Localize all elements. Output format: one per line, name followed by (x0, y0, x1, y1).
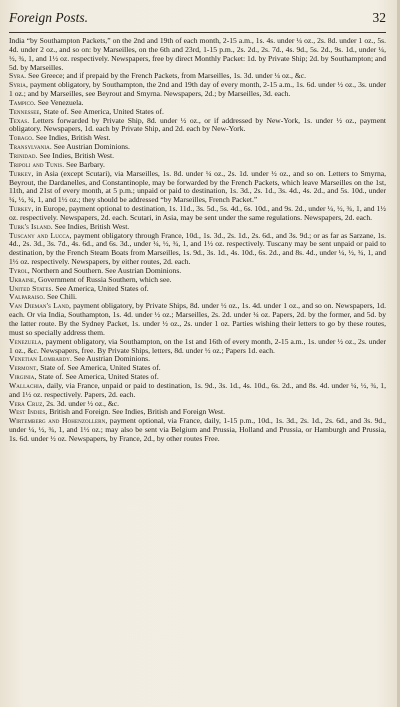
entry-list (9, 37, 386, 444)
gazetteer-entry (9, 170, 386, 205)
entry-headword: Trinidad. (9, 150, 38, 160)
gazetteer-entry (9, 232, 386, 267)
entry-headword: Ukraine, (9, 274, 37, 284)
entry-text: Government of Russia Southern, which see. (37, 274, 172, 284)
entry-headword: Syra. (9, 71, 27, 81)
entry-headword: Tyrol, (9, 265, 30, 275)
entry-text: See Venezuela. (37, 97, 84, 107)
running-title: Foreign Posts. (9, 10, 88, 25)
entry-headword: Tennessee, (9, 106, 42, 116)
gazetteer-entry (9, 382, 386, 400)
gazetteer-entry (9, 81, 386, 99)
gazetteer-entry (9, 417, 386, 444)
gazetteer-entry (9, 117, 386, 135)
entry-text: in Europe, payment optional to destination, 1s. 11d., 3s. 5d., 5s. 4d., 6s. 10d., and 9s. 2d., under ¼, ½, ¾, 1, and 1½ oz. respectively. Newspapers, 2d. each. Scutari, in Asia, may be sent under the same regulations. Newspapers, 2d. each. (9, 204, 387, 222)
entry-headword: Tuscany and Lucca, (9, 230, 72, 240)
entry-text: See Austrian Dominions. (73, 354, 151, 364)
entry-text: payment optional, via France, daily, 1-15 p.m., 10d., 1s. 3d., 2s. 1d., 2s. 6d., and 3s. 9d., under ¼, ½, ¾, 1, and 1½ oz.; may also be sent via Belgium and Prussia, Holland and Prussia, or Hamburgh and Prussia, 1s. 6d. under ½ oz. Newspapers, by France, 2d., by other routes Free. (9, 416, 386, 443)
entry-text: See America, United States of. (55, 283, 149, 293)
page-number: 32 (372, 10, 386, 25)
entry-headword: Texas. (9, 115, 30, 125)
entry-text: 2s. 3d. under ½ oz., &c. (46, 398, 120, 408)
entry-headword: United States. (9, 283, 54, 293)
entry-text: in Asia (except Scutari), via Marseilles, 1s. 8d. under ¼ oz., 2s. 1d. under ½ oz., and so on. Letters to Smyrna, Beyrout, the Dardanelles, and Constantinople, may be forwarded by the French Packets, which leave Marseilles on the 1st, 11th, and 21st of every month, at 5 p.m.; unpaid or paid to destination, 1s. 3d., 2s. 1d., 3s. 4d., 4s. 2d., and 5s. 10d., under ¼, ½, ¾, 1, and 1½ oz.; they should be addressed “by Marseilles, French Packet.” (9, 168, 387, 205)
entry-text: See Indies, British West. (35, 133, 111, 143)
entry-text: State of. See America, United States of. (38, 372, 159, 382)
entry-headword: Van Dieman's Land, (9, 301, 71, 311)
entry-headword: Turk's Island. (9, 221, 53, 231)
entry-text: Northern and Southern. See Austrian Dominions. (31, 265, 182, 275)
entry-text: See Austrian Dominions. (53, 142, 130, 152)
entry-headword: Syria, (9, 80, 28, 90)
entry-text: India “by Southampton Packets,” on the 2nd and 19th of each month, 2-15 a.m., 1s. 4s. under ¼ oz., 2s. 8d. under 1 oz., 5s. 4d. under 2 oz., and so on: by Marseilles, on the 6th and 23rd, 1-15 p.m., 2s. 2d., 2s. 7d., 4s. 9d., 5s. 2d., 9s. 1d., under ¼, ½, ¾, 1, and 1½ oz. respectively. Newspapers, free by direct Monthly Packet: 1d. by Private Ship; 2d. by Southampton; and 5d. by Marseilles. (9, 36, 386, 72)
entry-text: payment obligatory, via Southampton, on the 1st and 16th of every month, 2-15 a.m., 1s. under ½ oz., 2s. under 1 oz., &c. Newspapers, free. By Private Ships, letters, 8d. under ½ oz.; Papers 1d. each. (9, 336, 386, 355)
entry-text: payment obligatory through France, 10d., 1s. 3d., 2s. 1d., 2s. 6d., and 3s. 9d.; or as far as Sarzane, 1s. 4d., 2s. 3d., 3s. 7d., 4s. 6d., and 6s. 3d., under ¼, ½, ¾, 1, and 1½ oz. respectively. Tuscany may be sent unpaid or paid to destination, by the French Steam Boats from Marseilles, 1s. 9d., 3s. 1d., 4s. 10d., 6s. 2d., and 8s. 4d., under ¼, ½, ¾, 1, and 1½ oz. respectively. Newspapers, by either routes, 2d. each. (9, 230, 386, 267)
entry-text: payment obligatory, by Southampton, the 2nd and 19th day of every month, 2-15 a.m., 1s. 6d. under ½ oz., 3s. under 1 oz.; and by Marseilles, see Beyrout and Smyrna. Newspapers, 2d.; by Marseilles, 3d. each. (9, 80, 386, 99)
gazetteer-entry (9, 37, 386, 72)
entry-headword: Turkey, (9, 168, 34, 178)
entry-headword: Tampico. (9, 97, 36, 107)
entry-headword: Vera Cruz, (9, 398, 45, 408)
gazetteer-entry (9, 205, 386, 223)
entry-text: See Chili. (47, 292, 77, 302)
entry-headword: Transylvania. (9, 142, 52, 152)
gazetteer-entry (9, 338, 386, 356)
entry-headword: Valparaiso. (9, 292, 46, 302)
entry-headword: Turkey, (9, 204, 34, 214)
entry-text: See Indies, British West. (39, 150, 114, 160)
entry-headword: Tripoli and Tunis. (9, 159, 65, 169)
entry-text: State of. See America, United States of. (43, 106, 164, 116)
entry-text: Letters forwarded by Private Ship, 8d. under ½ oz., or if addressed by New-York, 1s. under ½ oz., payment obligatory. Newspapers, 1d. each by Private Ship, and 2d. each by New-York. (9, 115, 386, 134)
entry-text: See Indies, British West. (54, 221, 130, 231)
entry-headword: Wallachia, (9, 380, 45, 390)
entry-text: See Greece; and if prepaid by the French Packets, from Marseilles, 1s. 3d. under ¼ oz., &c. (28, 71, 307, 81)
entry-headword: Wirtemberg and Hohenzollern, (9, 416, 108, 426)
running-header (9, 10, 386, 33)
entry-headword: West Indies, (9, 407, 48, 417)
entry-headword: Venezuela, (9, 336, 44, 346)
entry-text: See Barbary. (66, 159, 105, 169)
entry-headword: Virginia, (9, 372, 37, 382)
entry-text: payment obligatory, by Private Ships, 8d. under ½ oz., 1s. 4d. under 1 oz., and so on. Newspapers, 1d. each. Or via India, Southampton, 1s. 4d. under ½ oz.; Marseilles, 2s. 2d. under ¼ oz. Papers, 2d. by the former, and 5d. by the latter route. By the Sydney Packet, 1s. under ½ oz., 2s. under 1 oz. Parties wishing their letters to go by these routes, must so specially address them. (9, 301, 386, 337)
entry-text: daily, via France, unpaid or paid to destination, 1s. 9d., 3s. 1d., 4s. 10d., 6s. 2d., and 8s. 4d. under ¼, ½, ¾, 1, and 1½ oz. respectively. Papers, 2d. each. (9, 380, 387, 399)
gazetteer-entry (9, 302, 386, 337)
entry-headword: Venetian Lombardy. (9, 354, 72, 364)
entry-text: State of. See America, United States of. (40, 363, 161, 373)
entry-text: British and Foreign. See Indies, British and Foreign West. (49, 407, 226, 417)
entry-headword: Vermont, (9, 363, 39, 373)
entry-headword: Tobago. (9, 133, 35, 143)
